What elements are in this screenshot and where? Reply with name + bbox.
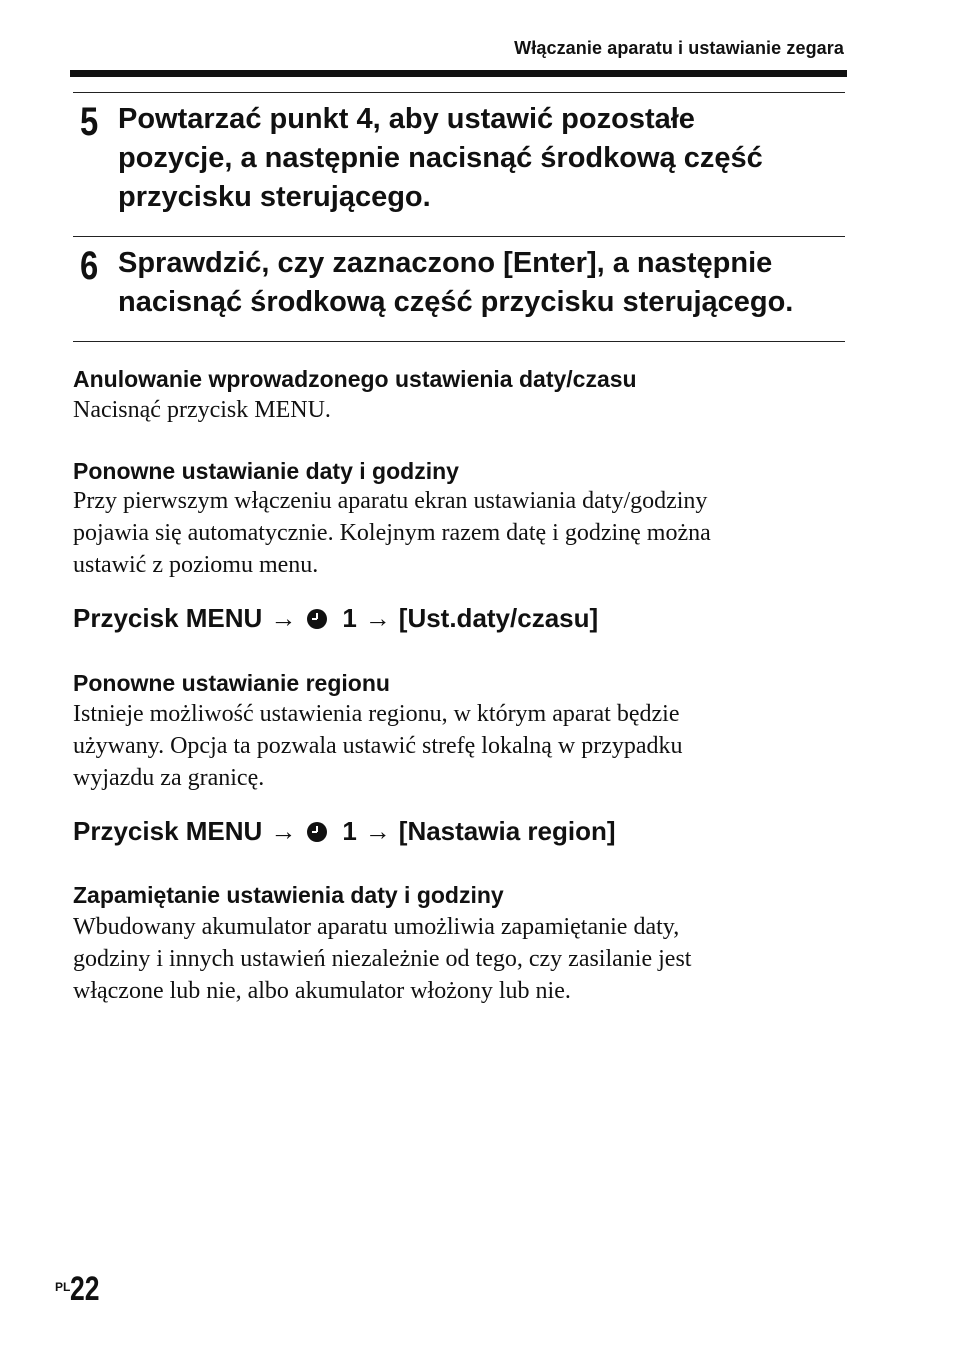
running-header: Włączanie aparatu i ustawianie zegara (514, 38, 844, 58)
header-rule (70, 70, 847, 77)
step-text-line: Powtarzać punkt 4, aby ustawić pozostałe (118, 103, 695, 135)
arrow-icon: → (364, 603, 391, 633)
body-line: Istnieje możliwość ustawienia regionu, w którym aparat będzie (73, 701, 680, 727)
divider (73, 92, 845, 93)
step-text-line: pozycje, a następnie nacisnąć środkową część (118, 142, 763, 174)
step-text-line: nacisnąć środkową część przycisku sterującego. (118, 286, 794, 318)
section-heading-reset-date: Ponowne ustawianie daty i godziny (73, 458, 459, 484)
body-line: używany. Opcja ta pozwala ustawić strefę lokalną w przypadku (73, 733, 683, 759)
body-line: wyjazdu za granicę. (73, 765, 265, 791)
body-line: pojawia się automatycznie. Kolejnym razem datę i godzinę można (73, 520, 711, 546)
divider (73, 341, 845, 342)
step-text-line: przycisku sterującego. (118, 181, 431, 213)
menu-path-start: Przycisk MENU (73, 603, 263, 633)
section-body-reset-date (73, 485, 711, 581)
page-number (55, 1272, 108, 1306)
body-line: Przy pierwszym włączeniu aparatu ekran ustawiania daty/godziny (73, 488, 708, 514)
page-number-value: 22 (70, 1270, 100, 1308)
divider (73, 236, 845, 237)
body-line: Wbudowany akumulator aparatu umożliwia zapamiętanie daty, (73, 914, 680, 940)
arrow-icon: → (270, 816, 297, 846)
step-number: 5 (80, 100, 99, 144)
arrow-icon: → (364, 816, 391, 846)
section-body-reset-region (73, 698, 683, 794)
step-number: 6 (80, 244, 99, 288)
body-line: ustawić z poziomu menu. (73, 552, 319, 578)
body-line: włączone lub nie, albo akumulator włożony lub nie. (73, 978, 571, 1004)
clock-icon (306, 608, 328, 630)
menu-path-number: 1 (342, 816, 357, 846)
arrow-icon: → (270, 603, 297, 633)
step-text-line: Sprawdzić, czy zaznaczono [Enter], a następnie (118, 247, 773, 279)
body-line: godziny i innych ustawień niezależnie od tego, czy zasilanie jest (73, 946, 692, 972)
clock-icon (306, 821, 328, 843)
menu-path-number: 1 (342, 603, 357, 633)
section-body-cancel (73, 394, 331, 426)
section-body-memory (73, 911, 691, 1007)
menu-path-start: Przycisk MENU (73, 816, 263, 846)
section-heading-cancel: Anulowanie wprowadzonego ustawienia daty/czasu (73, 366, 637, 392)
section-heading-reset-region: Ponowne ustawianie regionu (73, 670, 390, 696)
page-language-prefix: PL (55, 1280, 71, 1294)
section-heading-memory: Zapamiętanie ustawienia daty i godziny (73, 882, 504, 908)
menu-path-region (73, 816, 616, 847)
menu-path-target: [Nastawia region] (398, 816, 616, 846)
menu-path-target: [Ust.daty/czasu] (398, 603, 599, 633)
body-line: Nacisnąć przycisk MENU. (73, 397, 331, 423)
menu-path-date (73, 603, 598, 634)
